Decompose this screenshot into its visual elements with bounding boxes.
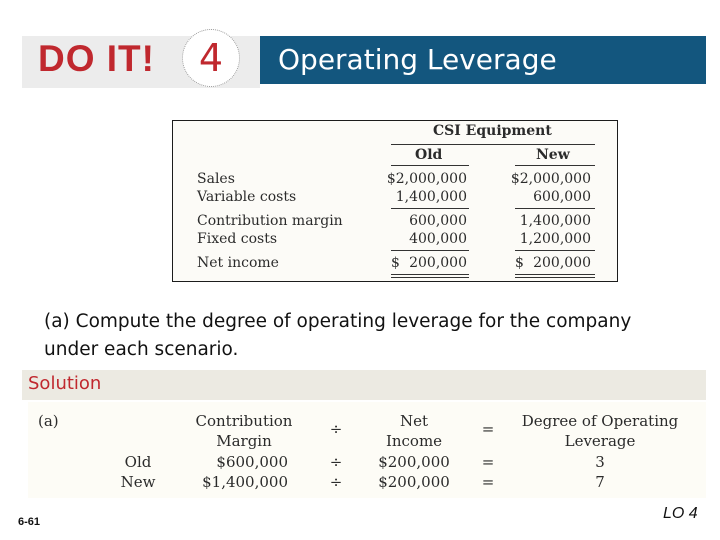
new-subtotal-rule [515,208,595,209]
new-double-rule-1 [515,274,595,275]
old-degree-of-operating-leverage: 3 [595,453,605,471]
old-double-rule-1 [391,274,469,275]
new-degree-of-operating-leverage: 7 [595,473,605,491]
header-leverage: Leverage [564,432,636,450]
row-new-contribution-margin: 1,400,000 [519,213,591,229]
row-label-fixed-costs: Fixed costs [197,231,278,247]
page-number: 6-61 [18,516,41,528]
row-new-sales: $2,000,000 [510,171,591,187]
header-degree-of-operating: Degree of Operating [521,412,679,430]
old-contribution-margin: $600,000 [216,453,288,471]
solution-label: Solution [28,373,102,394]
table-title: CSI Equipment [433,123,552,139]
row-label-old: Old [124,453,152,471]
row-new-net-income: 200,000 [533,255,591,271]
old-total-rule [391,250,469,251]
old-divide-sign: ÷ [329,453,343,471]
solution-table [28,402,706,498]
header-contribution: Contribution [195,412,293,430]
new-divide-sign: ÷ [329,473,343,491]
do-it-badge: DO IT! [38,38,155,79]
header-margin: Margin [216,432,272,450]
question-text: (a) Compute the degree of operating leverage for the company under each scenario. [44,311,632,360]
title-underline [391,144,595,145]
old-header-underline [391,165,469,166]
new-contribution-margin: $1,400,000 [202,473,288,491]
solution-part-label: (a) [38,412,59,430]
row-old-fixed-costs: 400,000 [409,231,467,247]
header-divide-sign: ÷ [329,420,343,438]
new-net-income: $200,000 [378,473,450,491]
old-double-rule-2 [391,277,469,278]
learning-objective: LO 4 [663,505,698,522]
old-net-income: $200,000 [378,453,450,471]
exercise-number: 4 [182,29,240,87]
new-double-rule-2 [515,277,595,278]
row-old-variable-costs: 1,400,000 [395,189,467,205]
header-equals-sign: = [481,420,495,438]
new-header-underline [515,165,595,166]
row-old-contribution-margin: 600,000 [409,213,467,229]
slide-title: Operating Leverage [278,43,557,76]
row-old-sales: $2,000,000 [386,171,467,187]
row-old-net-income: 200,000 [409,255,467,271]
row-label-new: New [120,473,156,491]
row-new-fixed-costs: 1,200,000 [519,231,591,247]
old-subtotal-rule [391,208,469,209]
solution-header-strip [22,370,706,400]
old-equals-sign: = [481,453,495,471]
row-label-contribution-margin: Contribution margin [197,213,343,229]
new-equals-sign: = [481,473,495,491]
column-header-new: New [536,147,570,163]
new-net-income-dollar-sign: $ [515,255,524,271]
row-new-variable-costs: 600,000 [533,189,591,205]
old-net-income-dollar-sign: $ [391,255,400,271]
new-total-rule [515,250,595,251]
csi-equipment-table [172,120,618,282]
row-label-net-income: Net income [197,255,279,271]
row-label-variable-costs: Variable costs [197,189,297,205]
row-label-sales: Sales [197,171,235,187]
title-bar [260,36,706,84]
column-header-old: Old [415,147,443,163]
header-income: Income [385,432,443,450]
header-net: Net [399,412,429,430]
